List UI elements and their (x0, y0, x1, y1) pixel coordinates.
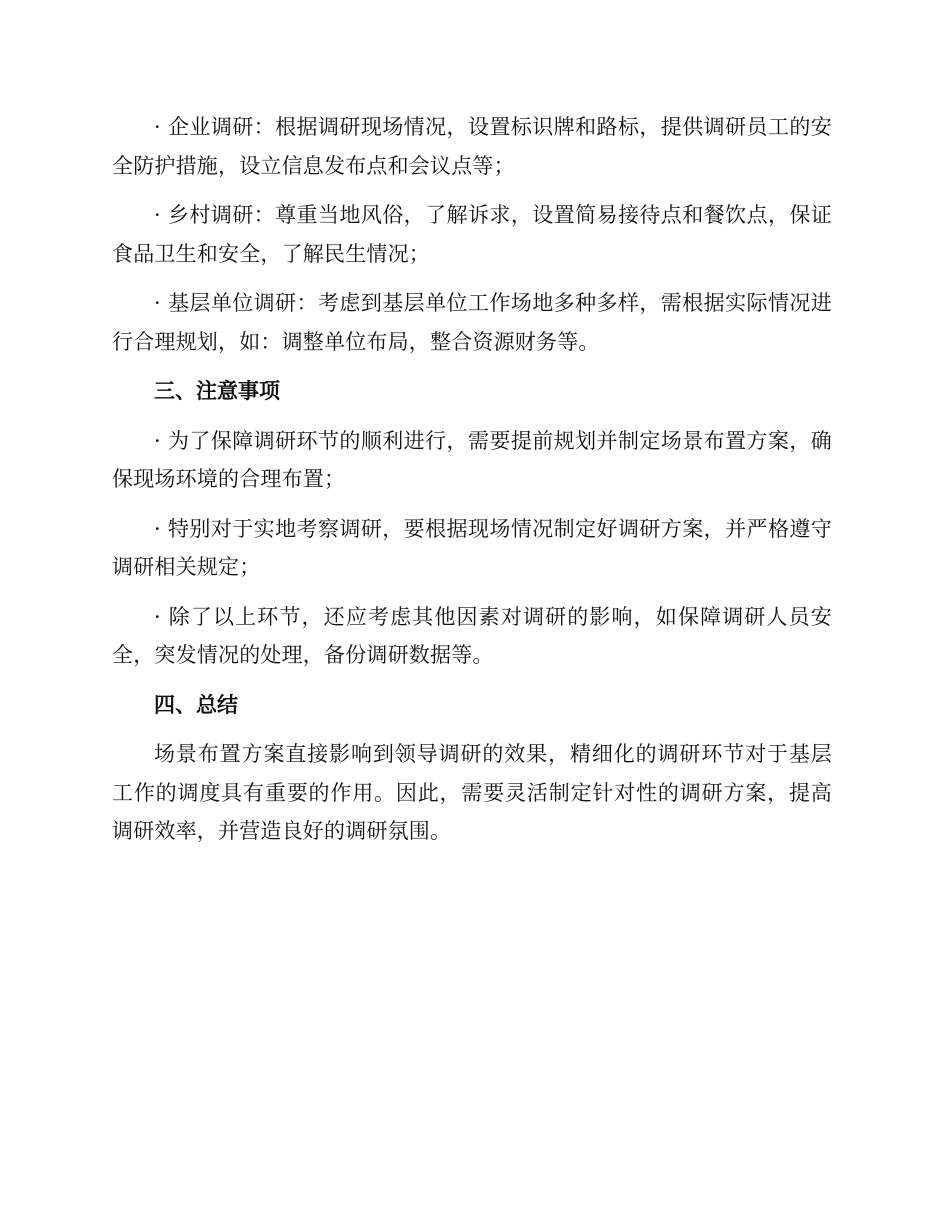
bullet-enterprise-research: · 企业调研：根据调研现场情况，设置标识牌和路标，提供调研员工的安全防护措施，设立信息发布点和会议点等； (112, 115, 832, 178)
document-body (112, 108, 832, 862)
summary-paragraph: 场景布置方案直接影响到领导调研的效果，精细化的调研环节对于基层工作的调度具有重要的作用。因此，需要灵活制定针对性的调研方案，提高调研效率，并营造良好的调研氛围。 (112, 742, 832, 843)
bullet-rural-research: · 乡村调研：尊重当地风俗，了解诉求，设置简易接待点和餐饮点，保证食品卫生和安全，了解民生情况； (112, 203, 832, 266)
bullet-other-factors: · 除了以上环节，还应考虑其他因素对调研的影响，如保障调研人员安全，突发情况的处理，备份调研数据等。 (112, 604, 832, 667)
section-heading-summary: 四、总结 (154, 692, 238, 717)
bullet-plan-ahead: · 为了保障调研环节的顺利进行，需要提前规划并制定场景布置方案，确保现场环境的合理布置； (112, 428, 832, 491)
bullet-grassroots-research: · 基层单位调研：考虑到基层单位工作场地多种多样，需根据实际情况进行合理规划，如：调整单位布局，整合资源财务等。 (112, 291, 832, 354)
bullet-field-inspection: · 特别对于实地考察调研，要根据现场情况制定好调研方案，并严格遵守调研相关规定； (112, 516, 832, 579)
section-heading-notes: 三、注意事项 (154, 379, 280, 403)
